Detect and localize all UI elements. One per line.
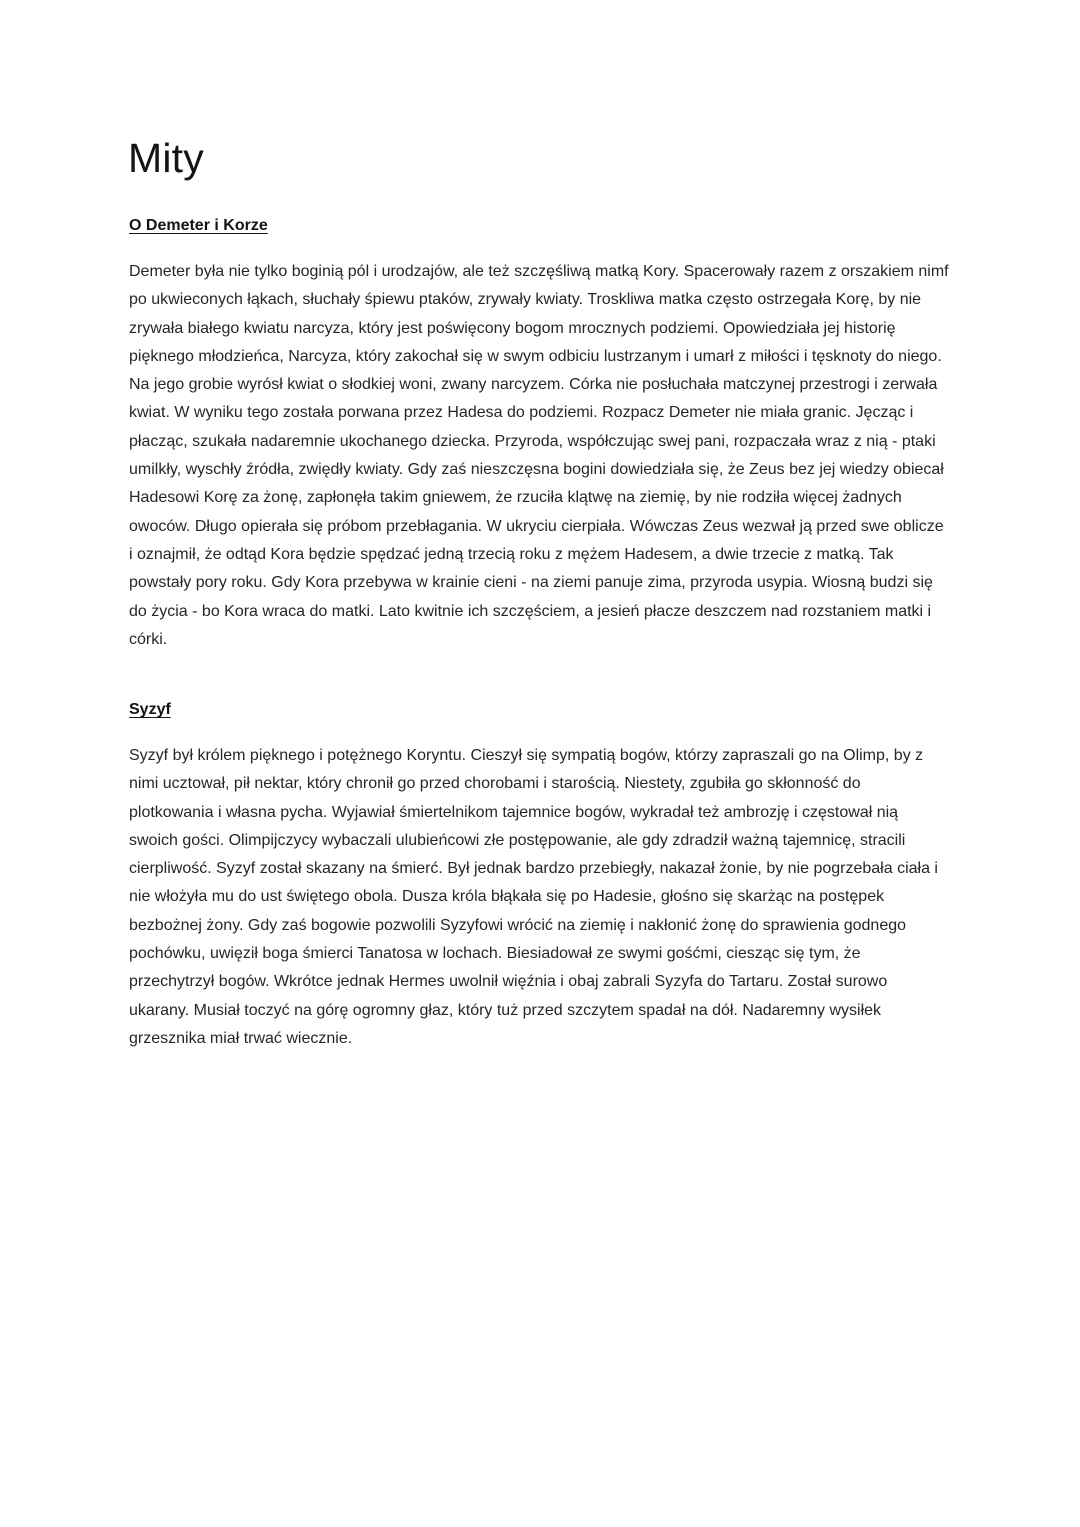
section-body-syzyf: Syzyf był królem pięknego i potężnego Koryntu. Cieszył się sympatią bogów, którzy zapraszali go na Olimp, by z nimi ucztował, pił nektar, który chronił go przed chorobami i starością. Niestety, zgubiła go skłonność do plotkowania i własna pycha. Wyjawiał śmiertelnikom tajemnice bogów, wykradał też ambrozję i częstował nią swoich gości. Olimpijczycy wybaczali ulubieńcowi złe postępowanie, ale gdy zdradził ważną tajemnicę, stracili cierpliwość. Syzyf został skazany na śmierć. Był jednak bardzo przebiegły, nakazał żonie, by nie pogrzebała ciała i nie włożyła mu do ust świętego obola. Dusza króla błąkała się po Hadesie, głośno się skarżąc na postępek bezbożnej żony. Gdy zaś bogowie pozwolili Syzyfowi wrócić na ziemię i nakłonić żonę do sprawienia godnego pochówku, uwięził boga śmierci Tanatosa w lochach. Biesiadował ze swymi gośćmi, ciesząc się tym, że przechytrzył bogów. Wkrótce jednak Hermes uwolnił więźnia i obaj zabrali Syzyfa do Tartaru. Został surowo ukarany. Musiał toczyć na górę ogromny głaz, który tuż przed szczytem spadał na dół. Nadaremny wysiłek grzesznika miał trwać wiecznie. [129, 747, 938, 1047]
section-heading-syzyf: Syzyf [129, 701, 171, 718]
section-heading-demeter: O Demeter i Korze [129, 217, 268, 234]
document-title: Mity [128, 135, 204, 181]
section-body-demeter: Demeter była nie tylko boginią pól i urodzajów, ale też szczęśliwą matką Kory. Spacerowały razem z orszakiem nimf po ukwieconych łąkach, słuchały śpiewu ptaków, zrywały kwiaty. Troskliwa matka często ostrzegała Korę, by nie zrywała białego kwiatu narcyza, który jest poświęcony bogom mrocznych podziemi. Opowiedziała jej historię pięknego młodzieńca, Narcyza, który zakochał się w swym odbiciu lustrzanym i umarł z miłości i tęsknoty do niego. Na jego grobie wyrósł kwiat o słodkiej woni, zwany narcyzem. Córka nie posłuchała matczynej przestrogi i zerwała kwiat. W wyniku tego została porwana przez Hadesa do podziemi. Rozpacz Demeter nie miała granic. Jęcząc i płacząc, szukała nadaremnie ukochanego dziecka. Przyroda, współczując swej pani, rozpaczała wraz z nią - ptaki umilkły, wyschły źródła, zwiędły kwiaty. Gdy zaś nieszczęsna bogini dowiedziała się, że Zeus bez jej wiedzy obiecał Hadesowi Korę za żonę, zapłonęła takim gniewem, że rzuciła klątwę na ziemię, by nie rodziła więcej żadnych owoców. Długo opierała się próbom przebłagania. W ukryciu cierpiała. Wówczas Zeus wezwał ją przed swe oblicze i oznajmił, że odtąd Kora będzie spędzać jedną trzecią roku z mężem Hadesem, a dwie trzecie z matką. Tak powstały pory roku. Gdy Kora przebywa w krainie cieni - na ziemi panuje zima, przyroda usypia. Wiosną budzi się do życia - bo Kora wraca do matki. Lato kwitnie ich szczęściem, a jesień płacze deszczem nad rozstaniem matki i córki. [129, 263, 949, 648]
